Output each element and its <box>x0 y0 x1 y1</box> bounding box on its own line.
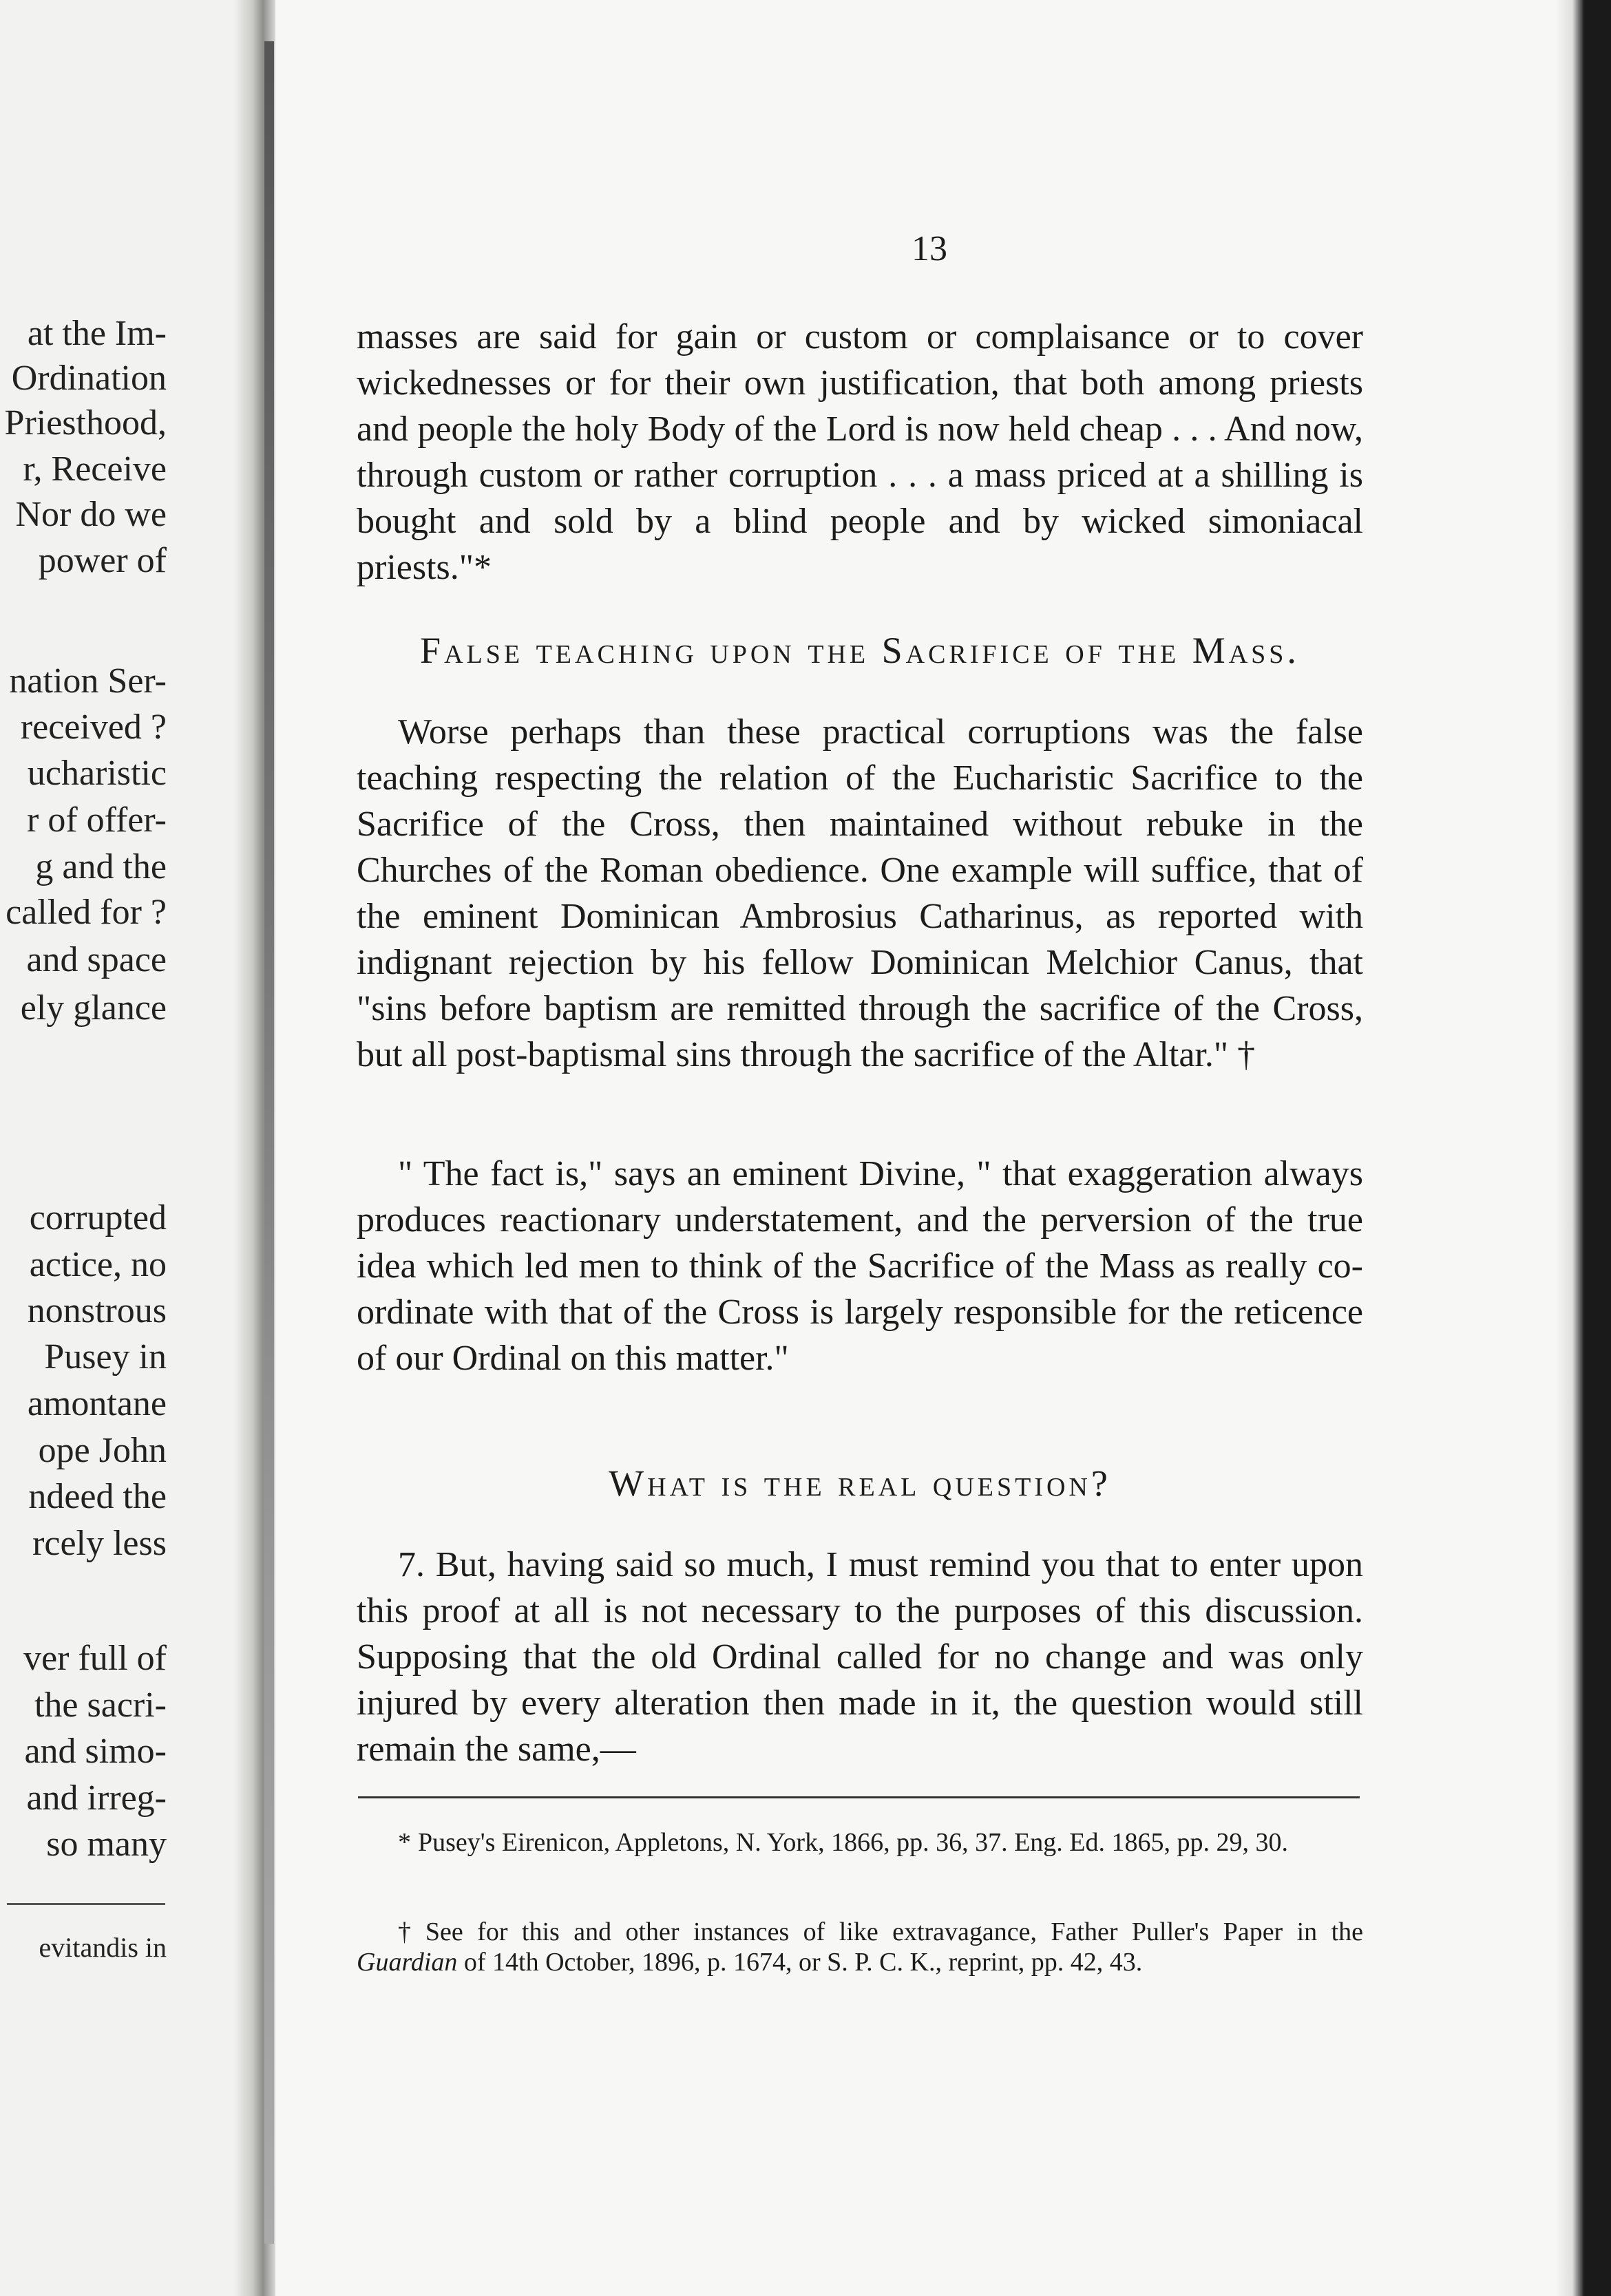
prev-line: Nor do we <box>15 495 167 534</box>
prev-footnote-rule <box>7 1903 165 1905</box>
gutter-shadow <box>264 41 274 2244</box>
prev-line: actice, no <box>29 1245 167 1284</box>
paragraph-the-fact-is <box>357 1151 1363 1381</box>
paragraph-quote-continuation <box>357 314 1363 591</box>
footnote-rule <box>358 1796 1360 1798</box>
footnote-mark: † <box>398 1917 419 1946</box>
prev-line: at the Im- <box>27 314 167 353</box>
prev-line: nonstrous <box>27 1291 167 1330</box>
prev-line: and irreg- <box>26 1778 167 1818</box>
prev-line: Ordination <box>11 359 167 398</box>
paragraph-seven <box>357 1542 1363 1772</box>
prev-line: so many <box>46 1825 167 1864</box>
prev-line: received ? <box>20 708 167 747</box>
paragraph-text: masses are said for gain or custom or complaisance or to cover wickednesses or for their own justification, that both among priests and people the holy Body of the Lord is now held cheap . . . And now, through custom or rather corruption . . . a mass priced at a shilling is bought and sold by a blind people and by wicked simoniacal priests."* <box>357 317 1363 587</box>
prev-line: ely glance <box>20 988 167 1028</box>
prev-line: ndeed the <box>28 1477 167 1516</box>
prev-line: r of offer- <box>27 800 167 840</box>
prev-line: ope John <box>38 1431 167 1470</box>
paragraph-text: " The fact is," says an eminent Divine, " that exaggeration always produces reactionary understatement, and the perversion of the true idea which led men to think of the Sacrifice of the Mass as really co-ordinate with that of the Cross is largely responsible for the reticence of our Ordinal on this matter." <box>357 1154 1363 1378</box>
footnote-italic-title: Guardian <box>357 1948 458 1977</box>
prev-line: r, Receive <box>23 449 167 489</box>
section-heading: What is the real question? <box>609 1463 1111 1504</box>
paragraph-text: 7. But, having said so much, I must remind you that to enter upon this proof at all is not necessary to the purposes of this discussion. Supposing that the old Ordinal called for no change and was only injured by every alteration then made in it, the question would still remain the same,— <box>357 1545 1363 1769</box>
current-page <box>275 0 1583 2296</box>
prev-line: and simo- <box>24 1732 167 1771</box>
prev-line: rcely less <box>32 1524 167 1563</box>
previous-page <box>0 0 256 2296</box>
prev-line: nation Ser- <box>9 661 167 701</box>
prev-line: ver full of <box>23 1639 167 1678</box>
footnote-1 <box>357 1827 1363 1858</box>
prev-line: and space <box>26 940 167 979</box>
prev-line: Priesthood, <box>4 403 167 443</box>
section-heading-false-teaching <box>357 630 1363 671</box>
prev-line: Pusey in <box>44 1337 167 1376</box>
prev-footnote-line: evitandis in <box>39 1932 167 1963</box>
page-edge <box>1556 0 1583 2296</box>
section-heading-real-question <box>357 1463 1363 1504</box>
prev-line: amontane <box>27 1384 167 1423</box>
prev-line: corrupted <box>29 1198 167 1237</box>
prev-line: power of <box>38 541 167 580</box>
footnote-mark: * <box>398 1828 411 1857</box>
page-number: 13 <box>912 229 947 268</box>
prev-line: called for ? <box>6 893 167 932</box>
paragraph-text: Worse perhaps than these practical corruptions was the false teaching respecting the relation of the Eucharistic Sacrifice to the Sacrifice of the Cross, then maintained without rebuke in the Churches of the Roman obedience. One example will suffice, that of the eminent Dominican Ambrosius Catharinus, as reported with indignant rejection by his fellow Dominican Melchior Canus, that "sins before baptism are remitted through the sacrifice of the Cross, but all post-baptismal sins through the sacrifice of the Altar." † <box>357 712 1363 1074</box>
prev-line: ucharistic <box>27 754 167 793</box>
footnote-2 <box>357 1917 1363 1977</box>
section-heading: False teaching upon the Sacrifice of the Mass. <box>420 630 1300 671</box>
prev-line: g and the <box>35 847 167 886</box>
footnote-text: See for this and other instances of like extravagance, Father Puller's Paper in the <box>425 1917 1364 1946</box>
footnote-text: Pusey's Eirenicon, Appletons, N. York, 1866, pp. 36, 37. Eng. Ed. 1865, pp. 29, 30. <box>418 1828 1289 1857</box>
paragraph-worse-perhaps <box>357 709 1363 1078</box>
prev-line: the sacri- <box>34 1686 167 1725</box>
footnote-text: of 14th October, 1896, p. 1674, or S. P. C. K., reprint, pp. 42, 43. <box>463 1948 1143 1977</box>
